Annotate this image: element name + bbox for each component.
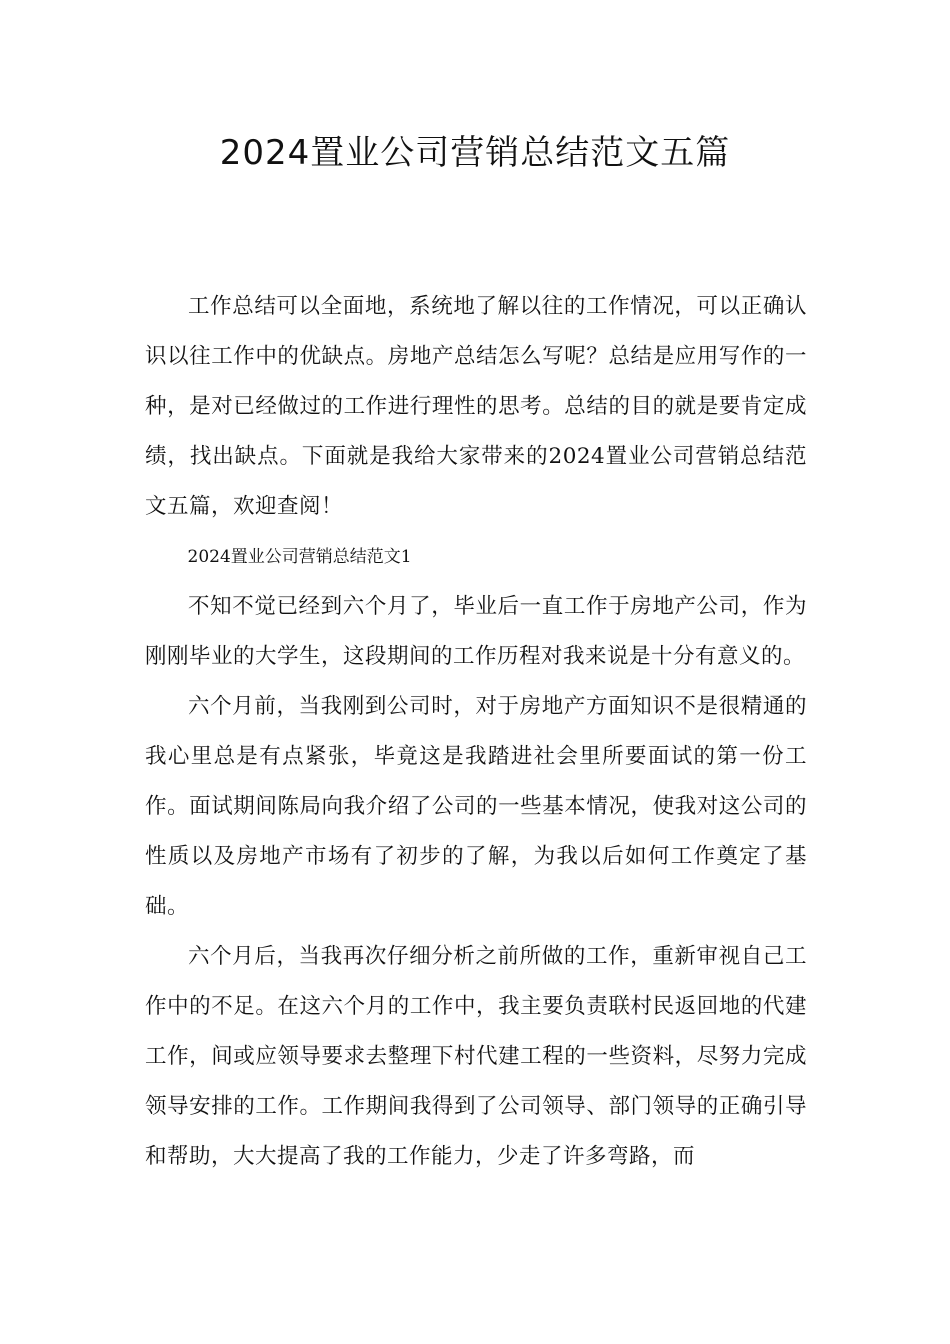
- document-body: [145, 282, 807, 1182]
- body-paragraph: 不知不觉已经到六个月了，毕业后一直工作于房地产公司，作为刚刚毕业的大学生，这段期间的工作历程对我来说是十分有意义的。: [145, 594, 807, 669]
- document-title: 2024置业公司营销总结范文五篇: [219, 133, 731, 173]
- section-heading: 2024置业公司营销总结范文1: [187, 547, 412, 567]
- body-paragraph: 六个月后，当我再次仔细分析之前所做的工作，重新审视自己工作中的不足。在这六个月的工作中，我主要负责联村民返回地的代建工作，间或应领导要求去整理下村代建工程的一些资料，尽努力完成领导安排的工作。工作期间我得到了公司领导、部门领导的正确引导和帮助，大大提高了我的工作能力，少走了许多弯路，而: [145, 944, 807, 1169]
- body-paragraph: 六个月前，当我刚到公司时，对于房地产方面知识不是很精通的我心里总是有点紧张，毕竟这是我踏进社会里所要面试的第一份工作。面试期间陈局向我介绍了公司的一些基本情况，使我对这公司的性质以及房地产市场有了初步的了解，为我以后如何工作奠定了基础。: [145, 694, 807, 919]
- intro-paragraph: 工作总结可以全面地，系统地了解以往的工作情况，可以正确认识以往工作中的优缺点。房地产总结怎么写呢？总结是应用写作的一种，是对已经做过的工作进行理性的思考。总结的目的就是要肯定成绩，找出缺点。下面就是我给大家带来的2024置业公司营销总结范文五篇，欢迎查阅！: [145, 294, 807, 519]
